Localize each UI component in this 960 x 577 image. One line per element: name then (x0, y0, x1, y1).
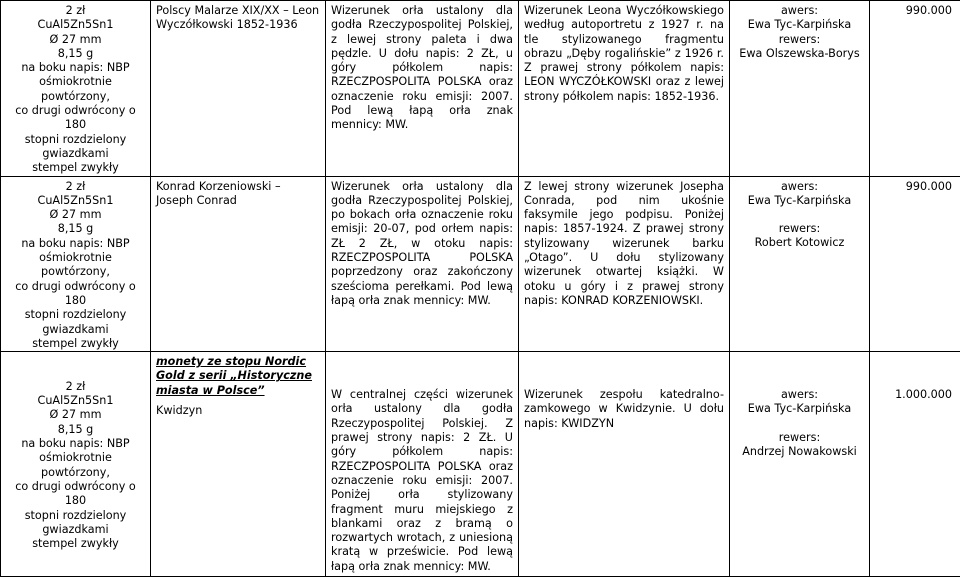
spec-line: CuAl5Zn5Sn1 (6, 194, 145, 208)
obverse-designer-label: awers: (735, 388, 864, 402)
spec-line: gwiazdkami (6, 523, 145, 537)
series-heading: monety ze stopu Nordic Gold z serii „Historyczne miasta w Polsce” (156, 355, 320, 398)
reverse-description: Z lewej strony wizerunek Josepha Conrada, pod nim ukośnie faksymile jego podpisu. Poniżej napis: 1857-1924. Z prawej strony stylizowany wizerunek barku „Otago”. U dołu stylizowany wizerunek otwartej książki. W otoku u góry i z prawej strony napis: KONRAD KORZENIOWSKI. (519, 176, 730, 352)
spec-line: co drugi odwrócony o 180 (6, 280, 145, 309)
spec-line: stempel zwykły (6, 537, 145, 551)
spec-line: stopni rozdzielony (6, 308, 145, 322)
spec-line: na boku napis: NBP (6, 437, 145, 451)
spec-line: CuAl5Zn5Sn1 (6, 394, 145, 408)
reverse-designer-name: Robert Kotowicz (735, 236, 864, 250)
reverse-designer-label: rewers: (735, 431, 864, 445)
coin-spec-cell (1, 1, 151, 177)
spec-line: ośmiokrotnie powtórzony, (6, 251, 145, 280)
table-row (1, 1, 960, 177)
reverse-text: Wizerunek zespołu katedralno-zamkowego w Kwidzynie. U dołu napis: KWIDZYN (524, 388, 724, 430)
spec-line: 8,15 g (6, 222, 145, 236)
reverse-designer-label: rewers: (735, 33, 864, 47)
reverse-description (519, 352, 730, 577)
spec-line: na boku napis: NBP (6, 237, 145, 251)
spec-line: stempel zwykły (6, 161, 145, 175)
coin-title: Kwidzyn (156, 404, 320, 418)
spec-line: ośmiokrotnie powtórzony, (6, 451, 145, 480)
reverse-designer-name: Andrzej Nowakowski (735, 445, 864, 459)
spec-line: co drugi odwrócony o 180 (6, 104, 145, 133)
designers-cell (730, 1, 870, 177)
table-row (1, 352, 960, 577)
mintage: 990.000 (870, 176, 960, 352)
coin-spec-cell (1, 352, 151, 577)
spec-line: 8,15 g (6, 47, 145, 61)
spec-line: stopni rozdzielony (6, 509, 145, 523)
reverse-designer-label: rewers: (735, 222, 864, 236)
coin-title: Konrad Korzeniowski – Joseph Conrad (151, 176, 326, 352)
reverse-designer-name: Ewa Olszewska-Borys (735, 47, 864, 61)
spec-line: 2 zł (6, 4, 145, 18)
designers-cell (730, 176, 870, 352)
table-row (1, 176, 960, 352)
spec-line: stempel zwykły (6, 337, 145, 351)
obverse-description (326, 352, 519, 577)
mintage (870, 352, 960, 577)
spec-line: gwiazdkami (6, 323, 145, 337)
spec-line: ośmiokrotnie powtórzony, (6, 75, 145, 104)
spec-line: 2 zł (6, 180, 145, 194)
obverse-designer-name: Ewa Tyc-Karpińska (735, 402, 864, 416)
obverse-designer-label: awers: (735, 180, 864, 194)
coin-title-cell (151, 352, 326, 577)
coin-title: Polscy Malarze XIX/XX – Leon Wyczółkowski 1852-1936 (151, 1, 326, 177)
spec-line: stopni rozdzielony (6, 133, 145, 147)
mintage-value: 1.000.000 (895, 388, 952, 401)
obverse-description: Wizerunek orła ustalony dla godła Rzeczypospolitej Polskiej, po bokach orła oznaczenie roku emisji: 20-07, pod orłem napis: ZŁ 2 ZŁ, w otoku napis: RZECZPOSPOLITA POLSKA poprzedzony oraz zakończony sześcioma perełkami. Pod lewą łapą orła znak mennicy: MW. (326, 176, 519, 352)
obverse-designer-name: Ewa Tyc-Karpińska (735, 18, 864, 32)
spec-line: CuAl5Zn5Sn1 (6, 18, 145, 32)
mintage: 990.000 (870, 1, 960, 177)
spec-line: Ø 27 mm (6, 33, 145, 47)
spec-line: 8,15 g (6, 423, 145, 437)
obverse-designer-name: Ewa Tyc-Karpińska (735, 194, 864, 208)
obverse-description: Wizerunek orła ustalony dla godła Rzeczypospolitej Polskiej, z lewej strony paleta i dwa pędzle. U dołu napis: 2 ZŁ, u góry półkolem napis: RZECZPOSPOLITA POLSKA oraz oznaczenie roku emisji: 2007. Pod lewą łapą orła znak mennicy: MW. (326, 1, 519, 177)
reverse-description: Wizerunek Leona Wyczółkowskiego według autoportretu z 1927 r. na tle stylizowanego fragmentu obrazu „Dęby rogalińskie” z 1926 r. Z prawej strony półkolem napis: LEON WYCZÓŁKOWSKI oraz z lewej strony półkolem napis: 1852-1936. (519, 1, 730, 177)
obverse-text: W centralnej części wizerunek orła ustalony dla godła Rzeczypospolitej Polskiej. Z prawej strony napis: 2 ZŁ. U góry półkolem napis: RZECZPOSPOLITA POLSKA oraz oznaczenie roku emisji: 2007. Poniżej orła stylizowany fragment muru miejskiego z blankami oraz z bramą o rozwartych wrotach, z uniesioną kratą w prześwicie. Pod lewą łapą orła znak mennicy: MW. (331, 388, 513, 573)
spec-line: Ø 27 mm (6, 208, 145, 222)
obverse-designer-label: awers: (735, 4, 864, 18)
designers-cell (730, 352, 870, 577)
coin-spec-cell (1, 176, 151, 352)
spec-line: co drugi odwrócony o 180 (6, 480, 145, 509)
spec-line: gwiazdkami (6, 147, 145, 161)
spec-line: 2 zł (6, 380, 145, 394)
spec-line: Ø 27 mm (6, 408, 145, 422)
spec-line: na boku napis: NBP (6, 61, 145, 75)
